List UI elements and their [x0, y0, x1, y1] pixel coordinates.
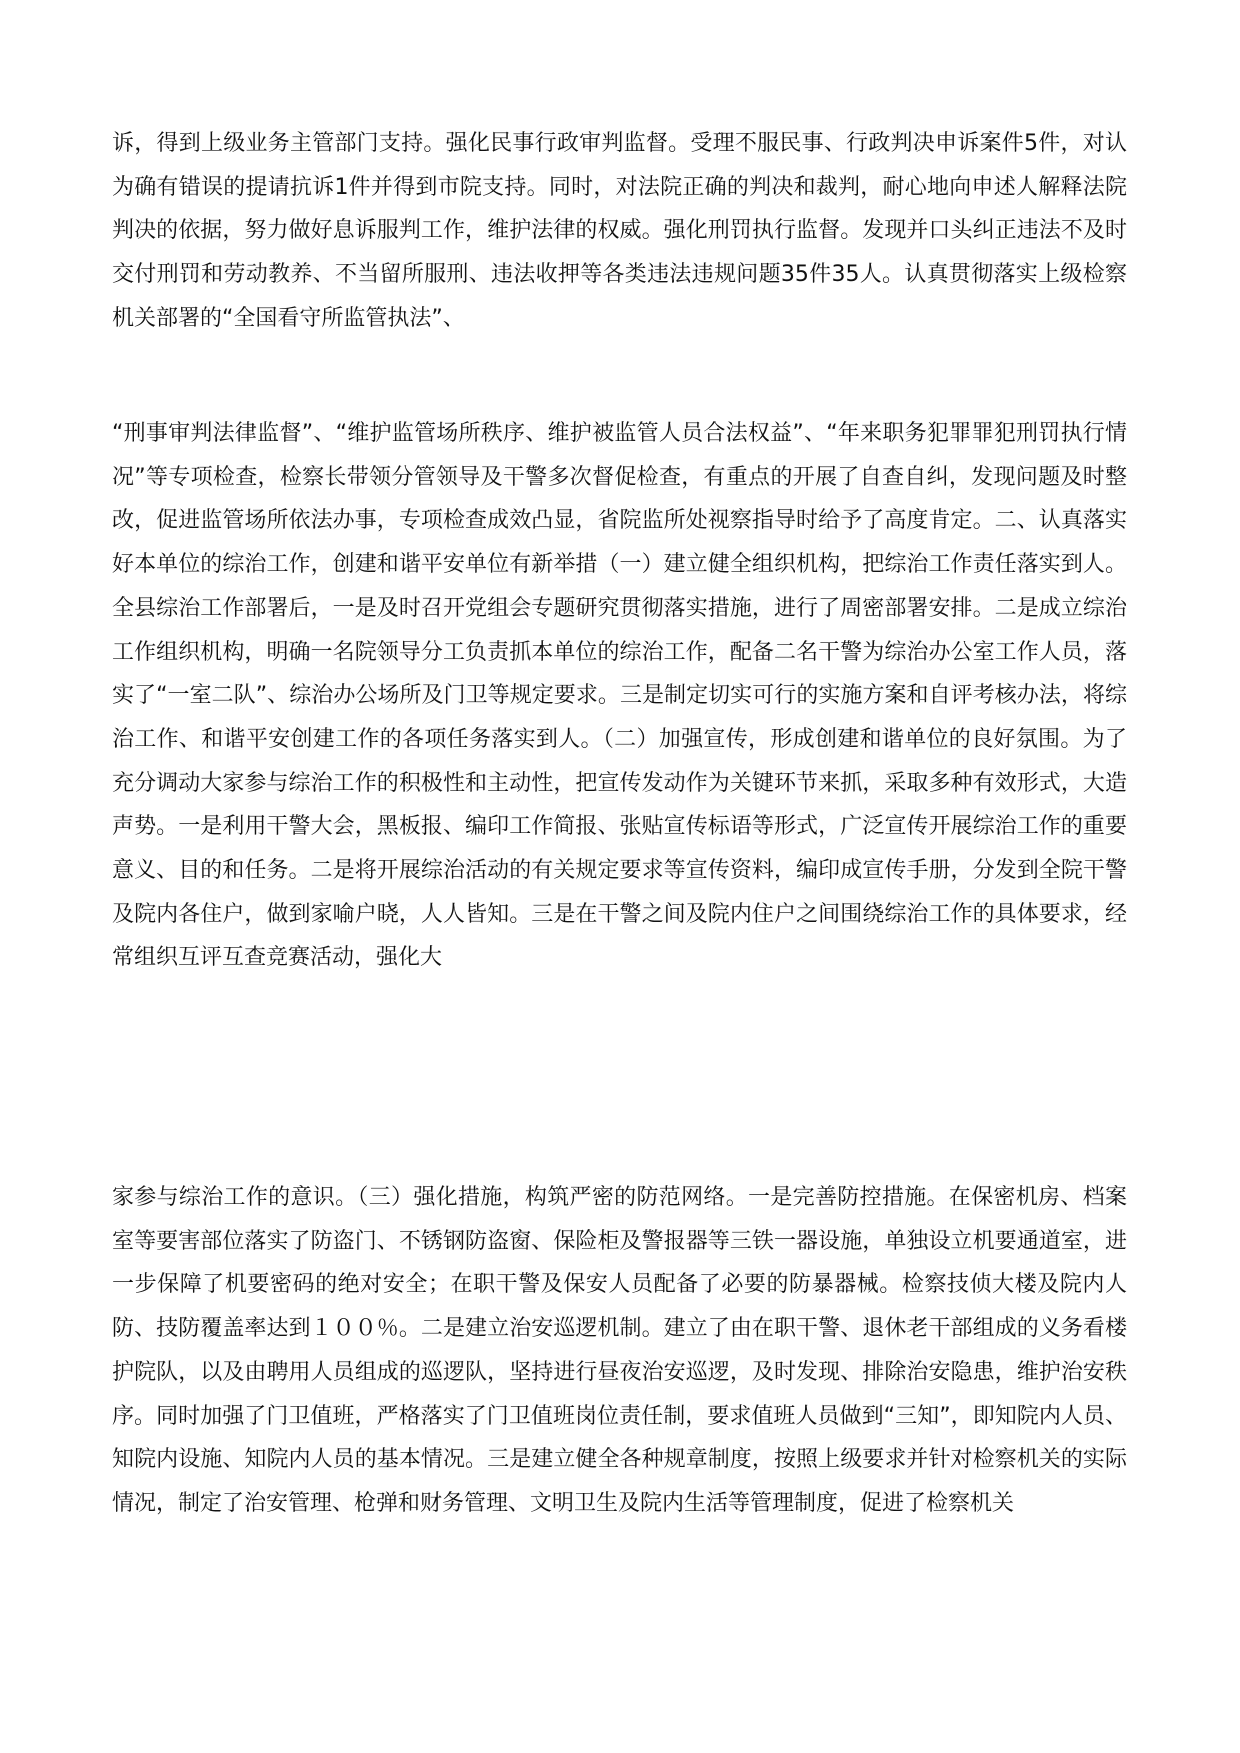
paragraph-2: “刑事审判法律监督”、“维护监管场所秩序、维护被监管人员合法权益”、“年来职务犯罪罪犯刑罚执行情况”等专项检查，检察长带领分管领导及干警多次督促检查，有重点的开展了自查自纠，发现问题及时整改，促进监管场所依法办事，专项检查成效凸显，省院监所处视察指导时给予了高度肯定。二、认真落实好本单位的综治工作，创建和谐平安单位有新举措（一）建立健全组织机构，把综治工作责任落实到人。全县综治工作部署后，一是及时召开党组会专题研究贯彻落实措施，进行了周密部署安排。二是成立综治工作组织机构，明确一名院领导分工负责抓本单位的综治工作，配备二名干警为综治办公室工作人员，落实了“一室二队”、综治办公场所及门卫等规定要求。三是制定切实可行的实施方案和自评考核办法，将综治工作、和谐平安创建工作的各项任务落实到人。（二）加强宣传，形成创建和谐单位的良好氛围。为了充分调动大家参与综治工作的积极性和主动性，把宣传发动作为关键环节来抓，采取多种有效形式，大造声势。一是利用干警大会，黑板报、编印工作简报、张贴宣传标语等形式，广泛宣传开展综治工作的重要意义、目的和任务。二是将开展综治活动的有关规定要求等宣传资料，编印成宣传手册，分发到全院干警及院内各住户，做到家喻户晓，人人皆知。三是在干警之间及院内住户之间围绕综治工作的具体要求，经常组织互评互查竞赛活动，强化大 — [112, 421, 1127, 971]
paragraph-1: 诉，得到上级业务主管部门支持。强化民事行政审判监督。受理不服民事、行政判决申诉案件5件，对认为确有错误的提请抗诉1件并得到市院支持。同时，对法院正确的判决和裁判，耐心地向申述人解释法院判决的依据，努力做好息诉服判工作，维护法律的权威。强化刑罚执行监督。发现并口头纠正违法不及时交付刑罚和劳动教养、不当留所服刑、违法收押等各类违法违规问题35件35人。认真贯彻落实上级检察机关部署的“全国看守所监管执法”、 — [112, 131, 1127, 331]
paragraph-3: 家参与综治工作的意识。（三）强化措施，构筑严密的防范网络。一是完善防控措施。在保密机房、档案室等要害部位落实了防盗门、不锈钢防盗窗、保险柜及警报器等三铁一器设施，单独设立机要通道室，进一步保障了机要密码的绝对安全；在职干警及保安人员配备了必要的防暴器械。检察技侦大楼及院内人防、技防覆盖率达到１００％。二是建立治安巡逻机制。建立了由在职干警、退休老干部组成的义务看楼护院队，以及由聘用人员组成的巡逻队，坚持进行昼夜治安巡逻，及时发现、排除治安隐患，维护治安秩序。同时加强了门卫值班，严格落实了门卫值班岗位责任制，要求值班人员做到“三知”，即知院内人员、知院内设施、知院内人员的基本情况。三是建立健全各种规章制度，按照上级要求并针对检察机关的实际情况，制定了治安管理、枪弹和财务管理、文明卫生及院内生活等管理制度，促进了检察机关 — [112, 1185, 1127, 1516]
